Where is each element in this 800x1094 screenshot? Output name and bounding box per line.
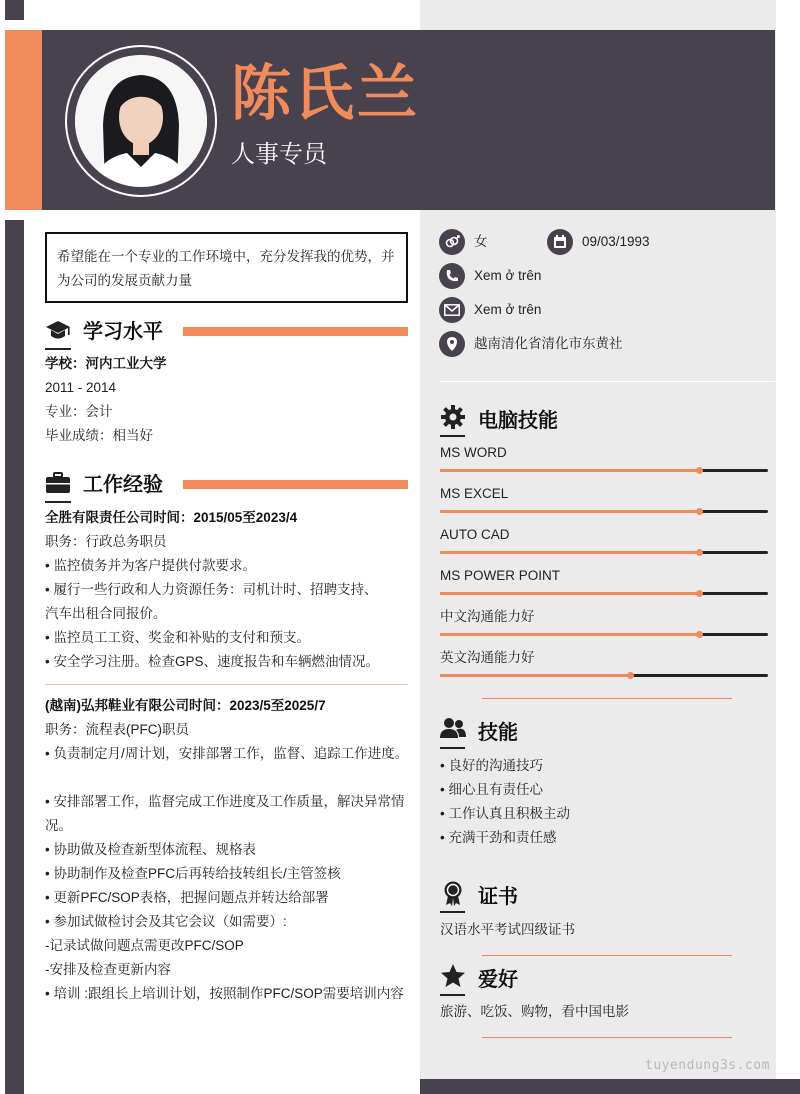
skill-bar-fill [440,592,699,595]
education-section-header [45,316,408,352]
skill-bar-fill [440,469,699,472]
skill-item: • 充满干劲和责任感 [440,830,557,845]
job-2-duty: -记录试做问题点需更改PFC/SOP [45,938,244,953]
job-2-duty: • 协助做及检查新型体流程、规格表 [45,842,256,857]
avatar-ring [65,45,217,197]
certificates-section-header [440,880,770,916]
section-icon-underline [440,911,465,913]
section-icon-underline [45,348,71,350]
education-years: 2011 - 2014 [45,380,117,395]
phone-icon [439,263,465,289]
job-divider [45,684,408,685]
job-1-duty: • 监控员工工资、奖金和补贴的支付和预支。 [45,630,310,645]
skill-item: • 工作认真且积极主动 [440,806,570,821]
section-icon-underline [45,501,71,503]
candidate-name: 陈氏兰 [231,60,420,127]
skill-bar [440,510,768,513]
gear-icon [440,404,466,430]
graduation-cap-icon [45,318,71,342]
skill-item: • 良好的沟通技巧 [440,758,543,773]
section-icon-underline [440,747,465,749]
section-accent-bar [183,480,408,489]
job-1-heading: 全胜有限责任公司时间：2015/05至2023/4 [45,510,298,525]
computer-skills-section-header [440,404,770,440]
job-2-position: 职务：流程表(PFC)职员 [45,722,189,737]
job-1-duty: • 履行一些行政和人力资源任务：司机计时、招聘支持、 [45,582,378,597]
gender-value: 女 [474,234,488,249]
job-1-duty: • 监控债务并为客户提供付款要求。 [45,558,256,573]
job-1-position: 职务：行政总务职员 [45,534,167,549]
job-1-duty: 汽车出租合同报价。 [45,606,167,621]
phone-value: Xem ở trên [474,268,542,283]
candidate-job-title: 人事专员 [231,141,327,168]
skills-section-header [440,716,770,752]
hobbies-title: 爱好 [478,969,518,991]
certificate-item: 汉语水平考试四级证书 [440,922,575,937]
computer-skills-title: 电脑技能 [478,410,558,432]
education-grade: 毕业成绩：相当好 [45,428,153,443]
skill-bar [440,674,768,677]
resume-header [5,30,775,210]
skill-bar-fill [440,633,699,636]
header-accent-bar [5,30,42,210]
skill-label: AUTO CAD [440,527,510,542]
job-2-duty: • 负责制定月/周计划，安排部署工作，监督、追踪工作进度。 [45,746,409,761]
skill-bar-fill [440,551,699,554]
section-divider [482,1037,732,1038]
skill-label: MS POWER POINT [440,568,561,583]
email-icon [439,297,465,323]
skill-label: 英文沟通能力好 [440,650,535,665]
section-accent-bar [183,327,408,336]
job-2-duty: • 安排部署工作，监督完成工作进度及工作质量，解决异常情况。 [45,794,405,833]
skill-bar [440,592,768,595]
section-divider [482,955,732,956]
avatar [75,55,207,187]
email-value: Xem ở trên [474,302,542,317]
star-icon [440,963,466,989]
location-pin-icon [439,331,465,357]
skill-bar-fill [440,510,699,513]
skill-label: MS WORD [440,445,507,460]
skill-bar [440,633,768,636]
job-1-duty: • 安全学习注册。检查GPS、速度报告和车辆燃油情况。 [45,654,379,669]
job-2-duty: • 更新PFC/SOP表格，把握问题点并转达给部署 [45,890,329,905]
contact-divider [440,381,775,382]
section-icon-underline [440,435,465,437]
experience-title: 工作经验 [83,474,163,496]
skill-bar-fill [440,674,630,677]
birthday-value: 09/03/1993 [582,234,650,249]
hobbies-section-header [440,963,770,999]
job-2-duty: • 参加试做检讨会及其它会议（如需要）: [45,914,287,929]
certificates-title: 证书 [478,886,518,908]
section-icon-underline [440,994,465,996]
top-left-decoration [5,0,24,20]
education-school: 学校：河内工业大学 [45,356,167,371]
job-2-duty: • 培训 :跟组长上培训计划，按照制作PFC/SOP需要培训内容 [45,986,404,1001]
hobbies-text: 旅游、吃饭、购物，看中国电影 [440,1004,629,1019]
gender-icon [439,229,465,255]
address-value: 越南清化省清化市东黄社 [474,336,623,351]
left-side-strip [5,220,24,1094]
skills-title: 技能 [478,722,518,744]
education-title: 学习水平 [83,321,163,343]
job-2-heading: (越南)弘邦鞋业有限公司时间：2023/5至2025/7 [45,698,326,713]
birthday-icon [547,229,573,255]
skill-bar [440,469,768,472]
job-2-duty: -安排及检查更新内容 [45,962,171,977]
job-2-duty: • 协助制作及检查PFC后再转给技转组长/主管签核 [45,866,341,881]
skill-label: MS EXCEL [440,486,509,501]
award-medal-icon [440,880,466,906]
skill-label: 中文沟通能力好 [440,609,535,624]
users-icon [440,716,466,742]
skill-bar [440,551,768,554]
section-divider [482,698,732,699]
education-major: 专业：会计 [45,404,113,419]
bottom-decoration-bar [420,1079,800,1094]
experience-section-header [45,469,408,505]
skill-item: • 细心且有责任心 [440,782,543,797]
career-objective: 希望能在一个专业的工作环境中，充分发挥我的优势，并为公司的发展贡献力量 [45,232,408,303]
watermark: tuyendung3s.com [645,1058,770,1073]
briefcase-icon [45,471,71,495]
